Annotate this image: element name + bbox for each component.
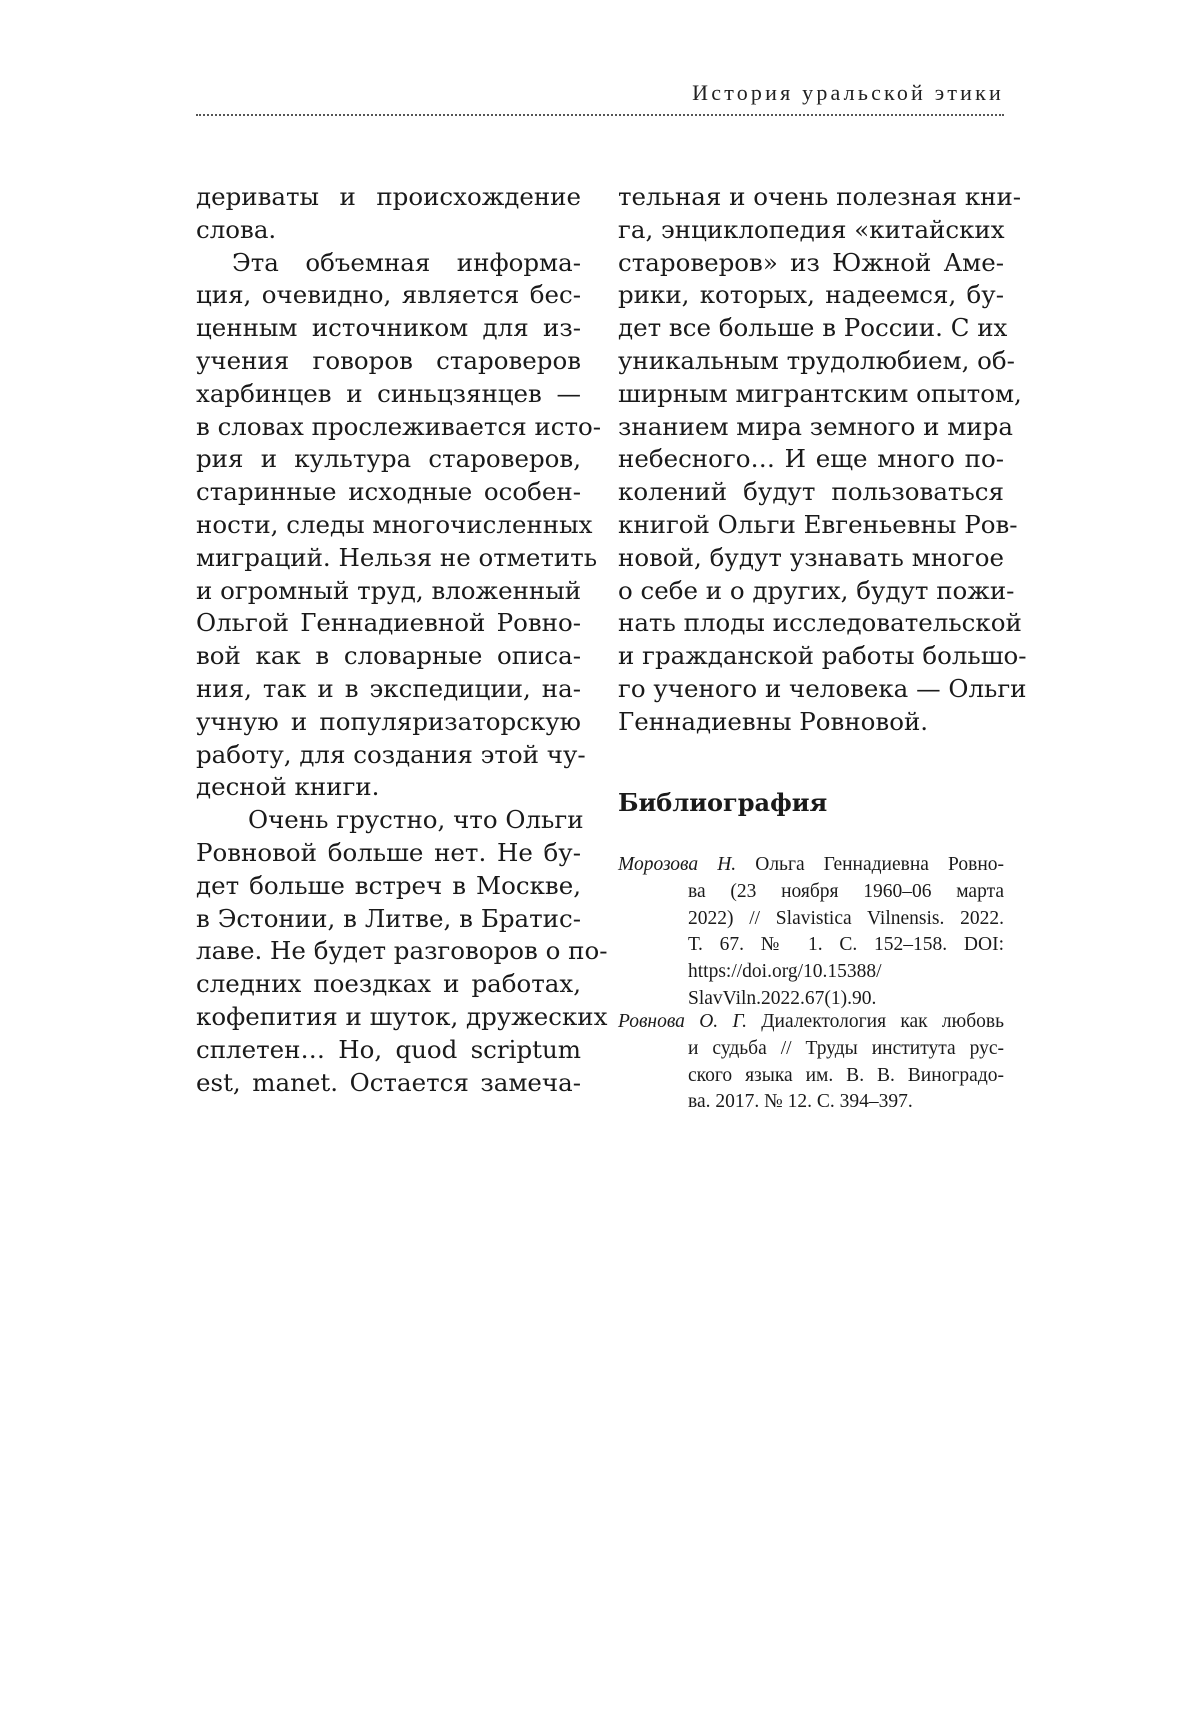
text-line: рики, которых, надеемся, бу- bbox=[618, 279, 1004, 312]
bibliography-heading: Библиография bbox=[618, 788, 827, 817]
text-line: харбинцев и синьцзянцев — bbox=[196, 378, 581, 411]
bibliography-title: Ольга Геннадиевна Ровно- bbox=[736, 854, 1004, 875]
text-line: го ученого и человека — Ольги bbox=[618, 673, 1004, 706]
bibliography-author: Ровнова О. Г. bbox=[618, 1011, 747, 1032]
text-line: Геннадиевны Ровновой. bbox=[618, 706, 1004, 739]
bibliography-line: и судьба // Труды института рус- bbox=[618, 1036, 1004, 1063]
bibliography-line: ского языка им. В. В. Виноградо- bbox=[618, 1063, 1004, 1090]
text-line: тельная и очень полезная кни- bbox=[618, 181, 1004, 214]
text-line: учную и популяризаторскую bbox=[196, 706, 581, 739]
text-line: рия и культура староверов, bbox=[196, 443, 581, 476]
text-line: работу, для создания этой чу- bbox=[196, 739, 581, 772]
text-line: Эта объемная информа- bbox=[196, 247, 581, 280]
text-line: est, manet. Остается замеча- bbox=[196, 1067, 581, 1100]
text-line: и гражданской работы большо- bbox=[618, 640, 1004, 673]
bibliography-line: Т. 67. № 1. С. 152–158. DOI: bbox=[618, 932, 1004, 959]
bibliography-title: Диалектология как любовь bbox=[747, 1011, 1004, 1032]
text-line: ния, так и в экспедиции, на- bbox=[196, 673, 581, 706]
text-line: в словах прослеживается исто- bbox=[196, 411, 581, 444]
bibliography-line: ва (23 ноября 1960–06 марта bbox=[618, 879, 1004, 906]
left-column bbox=[196, 181, 581, 1099]
text-line: дериваты и происхождение bbox=[196, 181, 581, 214]
bibliography-line: 2022) // Slavistica Vilnensis. 2022. bbox=[618, 906, 1004, 933]
text-line: следних поездках и работах, bbox=[196, 968, 581, 1001]
bibliography-line: ва. 2017. № 12. С. 394–397. bbox=[618, 1089, 1004, 1116]
text-line: ности, следы многочисленных bbox=[196, 509, 581, 542]
bibliography-first-line bbox=[618, 852, 1004, 879]
text-line: Очень грустно, что Ольги bbox=[196, 804, 581, 837]
text-line: ширным мигрантским опытом, bbox=[618, 378, 1004, 411]
text-line: о себе и о других, будут пожи- bbox=[618, 575, 1004, 608]
running-head: История уральской этики bbox=[196, 80, 1004, 106]
text-line: десной книги. bbox=[196, 771, 581, 804]
text-line: книгой Ольги Евгеньевны Ров- bbox=[618, 509, 1004, 542]
text-line: небесного… И еще много по- bbox=[618, 443, 1004, 476]
text-line: учения говоров староверов bbox=[196, 345, 581, 378]
bibliography-first-line bbox=[618, 1009, 1004, 1036]
text-line: вой как в словарные описа- bbox=[196, 640, 581, 673]
bibliography-author: Морозова Н. bbox=[618, 854, 736, 875]
text-line: ция, очевидно, является бес- bbox=[196, 279, 581, 312]
text-line: дет все больше в России. С их bbox=[618, 312, 1004, 345]
text-line: уникальным трудолюбием, об- bbox=[618, 345, 1004, 378]
text-line: дет больше встреч в Москве, bbox=[196, 870, 581, 903]
text-line: ценным источником для из- bbox=[196, 312, 581, 345]
right-column bbox=[618, 181, 1004, 739]
bibliography-entry bbox=[618, 852, 1004, 1013]
text-line: Ольгой Геннадиевной Ровно- bbox=[196, 607, 581, 640]
text-line: в Эстонии, в Литве, в Братис- bbox=[196, 903, 581, 936]
header-rule bbox=[196, 114, 1004, 116]
bibliography-entry bbox=[618, 1009, 1004, 1116]
text-line: и огромный труд, вложенный bbox=[196, 575, 581, 608]
bibliography-line: https://doi.org/10.15388/ bbox=[618, 959, 1004, 986]
text-line: миграций. Нельзя не отметить bbox=[196, 542, 581, 575]
text-line: новой, будут узнавать многое bbox=[618, 542, 1004, 575]
text-line: сплетен… Но, quod scriptum bbox=[196, 1034, 581, 1067]
text-line: слова. bbox=[196, 214, 581, 247]
text-line: нать плоды исследовательской bbox=[618, 607, 1004, 640]
text-line: колений будут пользоваться bbox=[618, 476, 1004, 509]
text-line: старинные исходные особен- bbox=[196, 476, 581, 509]
bibliography-line: SlavViln.2022.67(1).90. bbox=[618, 986, 1004, 1013]
text-line: староверов» из Южной Аме- bbox=[618, 247, 1004, 280]
text-line: га, энциклопедия «китайских bbox=[618, 214, 1004, 247]
text-line: Ровновой больше нет. Не бу- bbox=[196, 837, 581, 870]
text-line: знанием мира земного и мира bbox=[618, 411, 1004, 444]
text-line: лаве. Не будет разговоров о по- bbox=[196, 935, 581, 968]
text-line: кофепития и шуток, дружеских bbox=[196, 1001, 581, 1034]
